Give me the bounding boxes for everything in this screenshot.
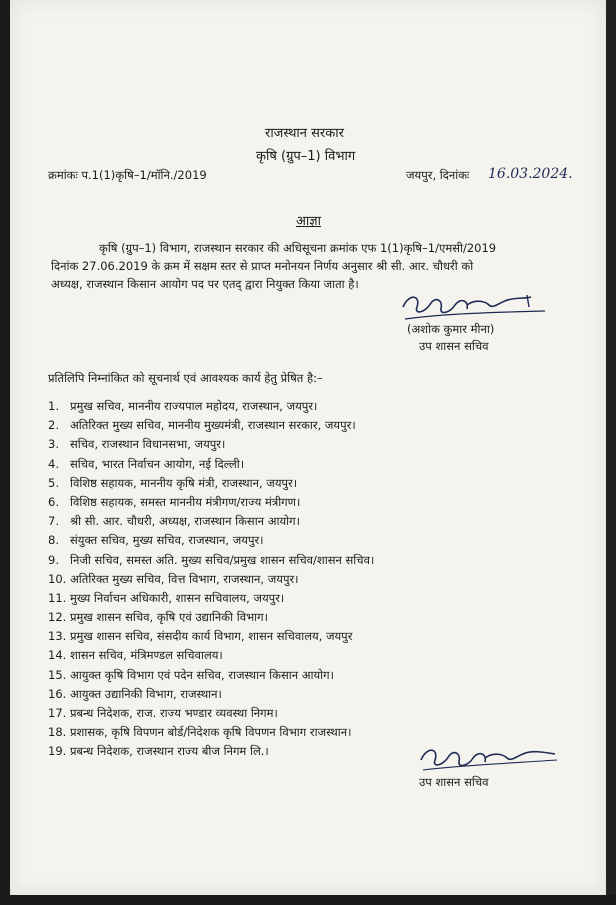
signature-image bbox=[415, 740, 565, 776]
list-item-text: अतिरिक्त मुख्य सचिव, वित्त विभाग, राजस्थान, जयपुर। bbox=[70, 571, 299, 586]
list-item-number: 3. bbox=[48, 437, 59, 452]
list-item-text: अतिरिक्त मुख्य सचिव, माननीय मुख्यमंत्री, राजस्थान सरकार, जयपुर। bbox=[70, 418, 356, 433]
list-item-text: संयुक्त सचिव, मुख्य सचिव, राजस्थान, जयपुर। bbox=[70, 533, 264, 548]
copy-to-list-item bbox=[48, 397, 374, 416]
copy-to-list-item bbox=[48, 589, 374, 608]
copy-to-list-item bbox=[48, 455, 374, 474]
copy-to-list-item bbox=[48, 512, 374, 531]
order-paragraph-line-3: अध्यक्ष, राजस्थान किसान आयोग पद पर एतद् द्वारा नियुक्त किया जाता है। bbox=[51, 277, 359, 291]
signatory-designation: उप शासन सचिव bbox=[419, 775, 489, 789]
signatory-name: (अशोक कुमार मीना) bbox=[407, 322, 495, 336]
list-item-number: 14. bbox=[48, 648, 67, 663]
list-item-text: आयुक्त उद्यानिकी विभाग, राजस्थान। bbox=[70, 686, 222, 701]
reference-number: क्रमांकः प.1(1)कृषि–1/मॉनि./2019 bbox=[48, 168, 207, 182]
copy-to-intro: प्रतिलिपि निम्नांकित को सूचनार्थ एवं आवश्यक कार्य हेतु प्रेषित है:– bbox=[48, 371, 323, 385]
copy-to-list-item bbox=[48, 435, 374, 454]
list-item-text: निजी सचिव, समस्त अति. मुख्य सचिव/प्रमुख शासन सचिव/शासन सचिव। bbox=[70, 552, 375, 567]
copy-to-list-item bbox=[48, 474, 374, 493]
list-item-text: श्री सी. आर. चौधरी, अध्यक्ष, राजस्थान किसान आयोग। bbox=[70, 514, 300, 529]
government-name: राजस्थान सरकार bbox=[265, 126, 344, 141]
copy-to-list-item bbox=[48, 493, 374, 512]
copy-to-list-item bbox=[48, 704, 374, 723]
order-title: आज्ञा bbox=[296, 214, 321, 229]
list-item-number: 9. bbox=[48, 552, 59, 567]
copy-to-list-item bbox=[48, 570, 374, 589]
document-page bbox=[10, 0, 606, 895]
list-item-text: विशिष्ठ सहायक, समस्त माननीय मंत्रीगण/राज्य मंत्रीगण। bbox=[70, 494, 301, 509]
list-item-text: विशिष्ठ सहायक, माननीय कृषि मंत्री, राजस्थान, जयपुर। bbox=[70, 475, 298, 490]
list-item-text: प्रबन्ध निदेशक, राजस्थान राज्य बीज निगम लि.। bbox=[70, 744, 269, 759]
list-item-number: 5. bbox=[48, 475, 59, 490]
scan-edge bbox=[606, 0, 616, 905]
list-item-number: 1. bbox=[48, 399, 59, 413]
list-item-number: 16. bbox=[48, 686, 67, 701]
copy-to-list-item bbox=[48, 685, 374, 704]
list-item-number: 4. bbox=[48, 456, 59, 471]
list-item-text: प्रशासक, कृषि विपणन बोर्ड/निदेशक कृषि विपणन विभाग राजस्थान। bbox=[70, 725, 352, 740]
list-item-number: 13. bbox=[48, 629, 67, 644]
list-item-text: सचिव, भारत निर्वाचन आयोग, नई दिल्ली। bbox=[70, 456, 245, 471]
list-item-number: 10. bbox=[48, 571, 67, 586]
signature-image bbox=[395, 285, 555, 327]
handwritten-date: 16.03.2024. bbox=[488, 166, 573, 182]
list-item-number: 2. bbox=[48, 418, 59, 433]
list-item-number: 15. bbox=[48, 667, 67, 682]
list-item-text: प्रबन्ध निदेशक, राज. राज्य भण्डार व्यवस्था निगम। bbox=[70, 706, 278, 720]
list-item-number: 17. bbox=[48, 706, 67, 720]
list-item-number: 7. bbox=[48, 514, 59, 529]
list-item-number: 12. bbox=[48, 610, 67, 625]
copy-to-list-item bbox=[48, 742, 374, 761]
list-item-number: 19. bbox=[48, 744, 67, 759]
copy-to-list-item bbox=[48, 666, 374, 685]
list-item-text: प्रमुख शासन सचिव, संसदीय कार्य विभाग, शासन सचिवालय, जयपुर bbox=[70, 629, 353, 644]
order-paragraph-line-2: दिनांक 27.06.2019 के क्रम में सक्षम स्तर से प्राप्त मनोनयन निर्णय अनुसार श्री सी. आर. चौधरी को bbox=[51, 259, 474, 273]
copy-to-list-item bbox=[48, 531, 374, 550]
list-item-number: 6. bbox=[48, 494, 59, 509]
list-item-text: मुख्य निर्वाचन अधिकारी, शासन सचिवालय, जयपुर। bbox=[70, 590, 285, 605]
copy-to-list bbox=[48, 397, 374, 762]
department-name: कृषि (ग्रुप–1) विभाग bbox=[256, 149, 356, 164]
list-item-text: प्रमुख सचिव, माननीय राज्यपाल महोदय, राजस्थान, जयपुर। bbox=[70, 399, 318, 413]
list-item-number: 8. bbox=[48, 533, 59, 548]
list-item-text: सचिव, राजस्थान विधानसभा, जयपुर। bbox=[70, 437, 226, 452]
list-item-number: 11. bbox=[48, 590, 67, 605]
copy-to-list-item bbox=[48, 627, 374, 646]
copy-to-list-item bbox=[48, 551, 374, 570]
signatory-designation: उप शासन सचिव bbox=[419, 339, 489, 353]
copy-to-list-item bbox=[48, 416, 374, 435]
list-item-text: शासन सचिव, मंत्रिमण्डल सचिवालय। bbox=[70, 648, 223, 663]
list-item-number: 18. bbox=[48, 725, 67, 740]
list-item-text: प्रमुख शासन सचिव, कृषि एवं उद्यानिकी विभाग। bbox=[70, 610, 268, 625]
place-date-label: जयपुर, दिनांकः bbox=[406, 168, 470, 182]
order-paragraph-line-1: कृषि (ग्रुप–1) विभाग, राजस्थान सरकार की अधिसूचना क्रमांक एफ 1(1)कृषि–1/एमसी/2019 bbox=[99, 241, 497, 255]
copy-to-list-item bbox=[48, 646, 374, 665]
scan-edge bbox=[0, 895, 616, 905]
copy-to-list-item bbox=[48, 608, 374, 627]
copy-to-list-item bbox=[48, 723, 374, 742]
list-item-text: आयुक्त कृषि विभाग एवं पदेन सचिव, राजस्थान किसान आयोग। bbox=[70, 667, 334, 682]
